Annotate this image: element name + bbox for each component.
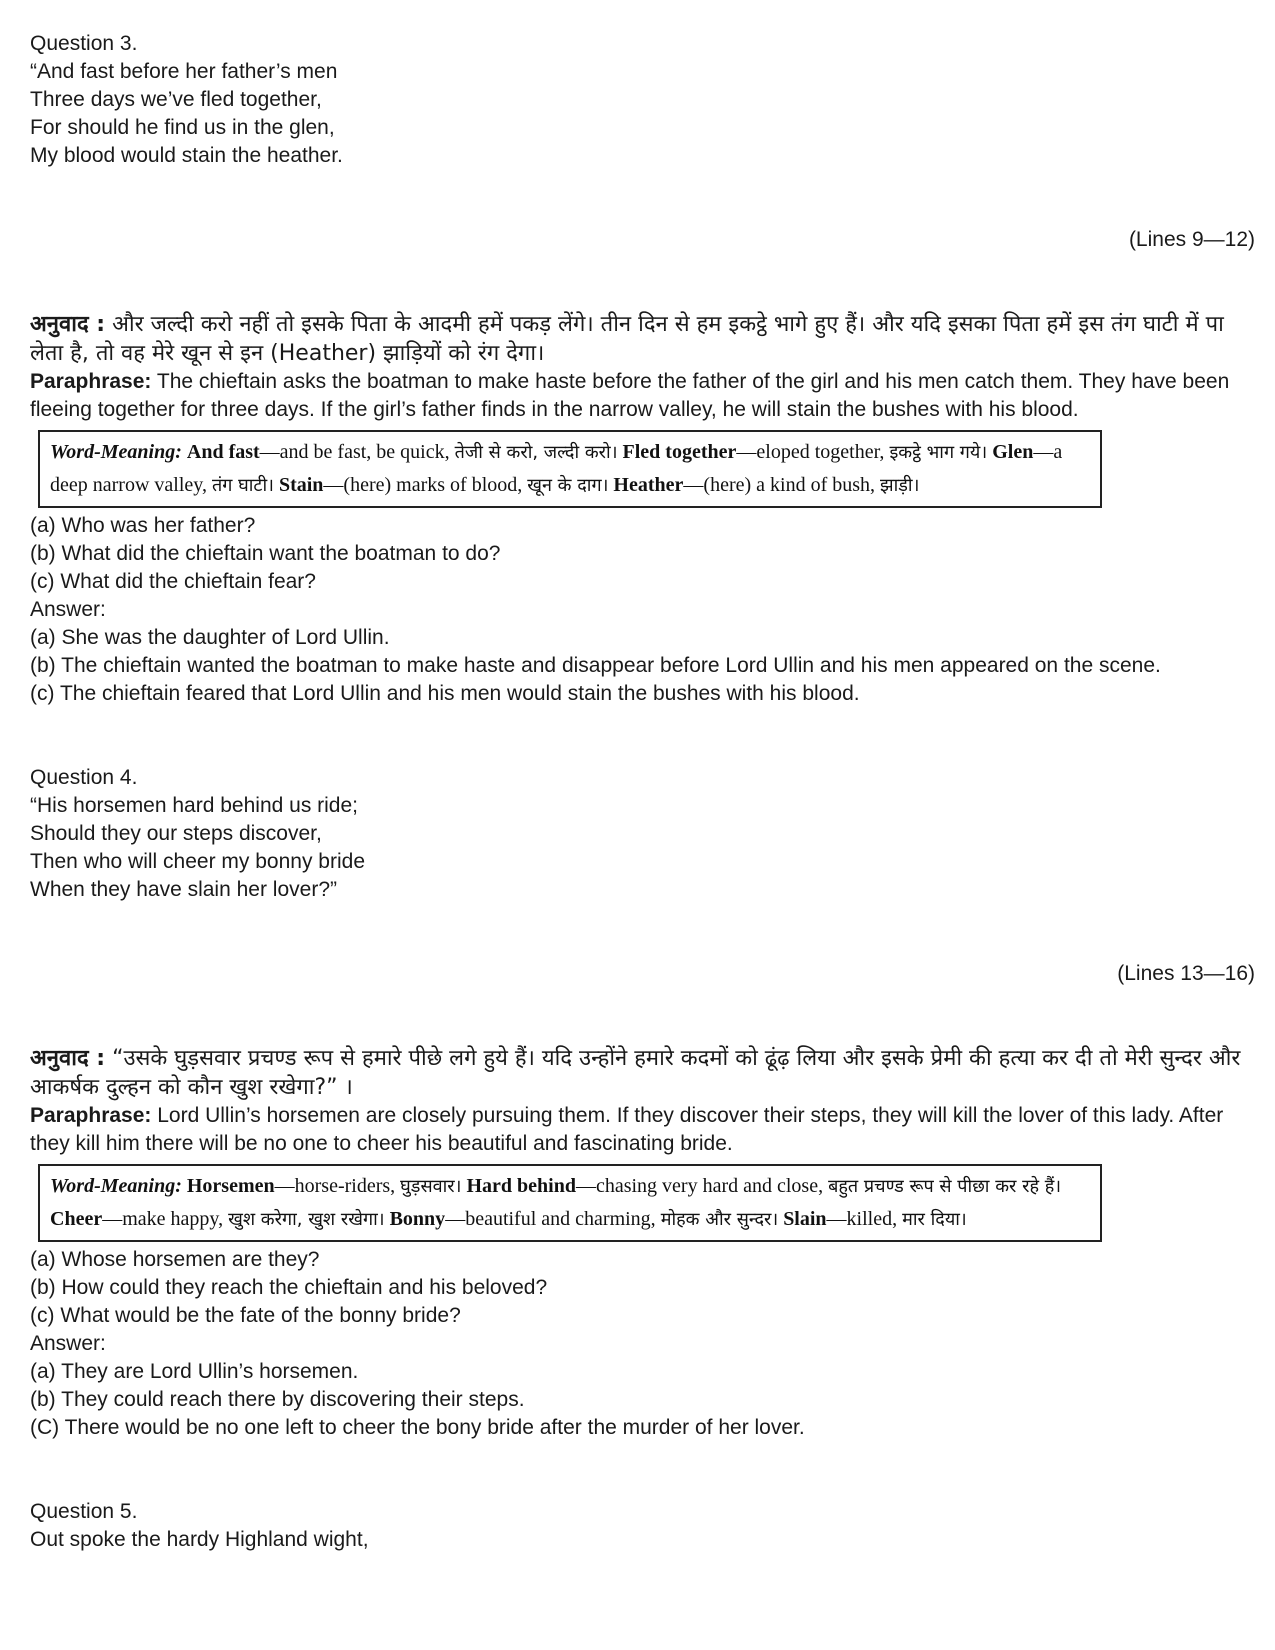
word-meaning-box [38, 430, 1102, 508]
paraphrase-text: The chieftain asks the boatman to make haste before the father of the girl and his men catch them. They have been fleeing together for three days. If the girl’s father finds in the narrow valley, he will stain the bushes with his blood. [30, 370, 1230, 421]
question-heading: Question 5. [30, 1500, 138, 1523]
word-hindi: घुड़सवार। [400, 1176, 462, 1197]
word-hindi: मार दिया। [902, 1209, 967, 1230]
poem-line: Then who will cheer my bonny bride [30, 850, 365, 873]
anuvad-text: और जल्दी करो नहीं तो इसके पिता के आदमी हमें पकड़ लेंगे। तीन दिन से हम इकट्ठे भागे हुए हैं। और यदि इसका पिता हमें इस तंग घाटी में पा लेता है, तो वह मेरे खून से इन (Heather) झाड़ियों को रंग देगा। [30, 312, 1224, 366]
sub-question: (c) What did the chieftain fear? [30, 570, 316, 593]
question-4 [30, 764, 1255, 1498]
sub-question: (b) What did the chieftain want the boatman to do? [30, 542, 501, 565]
hindi-translation [30, 310, 1255, 368]
answer-item: (c) The chieftain feared that Lord Ullin and his men would stain the bushes with his blood. [30, 682, 860, 705]
poem-line: “His horsemen hard behind us ride; [30, 794, 359, 817]
word-hindi: इकट्ठे भाग गये। [889, 442, 988, 463]
poem-line: When they have slain her lover?” [30, 878, 337, 901]
answer-item: (C) There would be no one left to cheer the bony bride after the murder of her lover. [30, 1416, 805, 1439]
word-term: Stain [278, 474, 324, 496]
word-meaning: —(here) marks of blood, [323, 474, 528, 496]
sub-question: (a) Whose horsemen are they? [30, 1248, 320, 1271]
word-term: Fled together [622, 441, 737, 463]
paraphrase [30, 1102, 1255, 1158]
sub-question: (a) Who was her father? [30, 514, 256, 537]
word-meaning: —chasing very hard and close, [575, 1175, 829, 1197]
word-term: Bonny [389, 1208, 446, 1230]
answer-label: Answer: [30, 1332, 106, 1355]
word-hindi: झाड़ी। [880, 475, 920, 496]
question-heading: Question 3. [30, 32, 138, 55]
paraphrase [30, 368, 1255, 424]
anuvad-label: अनुवाद : [30, 312, 106, 337]
poem-line: “And fast before her father’s men [30, 60, 338, 83]
line-reference: (Lines 9—12) [1128, 228, 1255, 251]
word-term: Cheer [50, 1208, 103, 1230]
word-hindi: मोहक और सुन्दर। [660, 1209, 779, 1230]
word-meaning: —a deep narrow valley, [50, 441, 1063, 496]
answer-item: (a) They are Lord Ullin’s horsemen. [30, 1360, 359, 1383]
poem-line: Out spoke the hardy Highland wight, [30, 1528, 369, 1551]
word-hindi: तेजी से करो, जल्दी करो। [454, 442, 618, 463]
question-5 [30, 1498, 1255, 1554]
answer-item: (b) The chieftain wanted the boatman to make haste and disappear before Lord Ullin and his men appeared on the scene. [30, 654, 1161, 677]
word-hindi: खून के दाग। [527, 475, 609, 496]
word-meaning: —(here) a kind of bush, [683, 474, 881, 496]
poem-line: For should he find us in the glen, [30, 116, 335, 139]
paraphrase-label: Paraphrase: [30, 1104, 152, 1127]
word-meaning: —horse-riders, [274, 1175, 401, 1197]
poem-line: Three days we’ve fled together, [30, 88, 322, 111]
word-term: Slain [783, 1208, 827, 1230]
answer-item: (a) She was the daughter of Lord Ullin. [30, 626, 390, 649]
word-meaning-box [38, 1164, 1102, 1242]
word-hindi: बहुत प्रचण्ड रूप से पीछा कर रहे हैं। [828, 1176, 1062, 1197]
sub-question: (c) What would be the fate of the bonny bride? [30, 1304, 461, 1327]
word-hindi: तंग घाटी। [211, 475, 274, 496]
anuvad-label: अनुवाद : [30, 1046, 106, 1071]
document-page [30, 30, 1255, 1554]
sub-question: (b) How could they reach the chieftain and his beloved? [30, 1276, 548, 1299]
word-term: And fast [186, 441, 260, 463]
word-meaning-label: Word-Meaning: [50, 441, 182, 463]
question-heading: Question 4. [30, 766, 138, 789]
answer-item: (b) They could reach there by discovering their steps. [30, 1388, 525, 1411]
line-reference: (Lines 13—16) [1117, 962, 1255, 985]
word-term: Horsemen [186, 1175, 275, 1197]
word-term: Hard behind [466, 1175, 576, 1197]
word-meaning: —eloped together, [736, 441, 890, 463]
anuvad-text: “उसके घुड़सवार प्रचण्ड रूप से हमारे पीछे लगे हुये हैं। यदि उन्होंने हमारे कदमों को ढूंढ़ लिया और इसके प्रेमी की हत्या कर दी तो मेरी सुन्दर और आकर्षक दुल्हन को कौन खुश रखेगा?” । [30, 1046, 1241, 1100]
word-meaning-label: Word-Meaning: [50, 1175, 182, 1197]
question-3 [30, 30, 1255, 764]
poem-line: My blood would stain the heather. [30, 144, 343, 167]
word-meaning: —beautiful and charming, [445, 1208, 661, 1230]
word-meaning: —make happy, [102, 1208, 229, 1230]
poem-line: Should they our steps discover, [30, 822, 322, 845]
paraphrase-text: Lord Ullin’s horsemen are closely pursuing them. If they discover their steps, they will kill the lover of this lady. After they kill him there will be no one to cheer his beautiful and fascinating bride. [30, 1104, 1224, 1155]
word-hindi: खुश करेगा, खुश रखेगा। [228, 1209, 385, 1230]
word-meaning: —and be fast, be quick, [259, 441, 455, 463]
answer-label: Answer: [30, 598, 106, 621]
word-term: Glen [992, 441, 1034, 463]
hindi-translation [30, 1044, 1255, 1102]
word-term: Heather [613, 474, 684, 496]
word-meaning: —killed, [826, 1208, 903, 1230]
paraphrase-label: Paraphrase: [30, 370, 152, 393]
